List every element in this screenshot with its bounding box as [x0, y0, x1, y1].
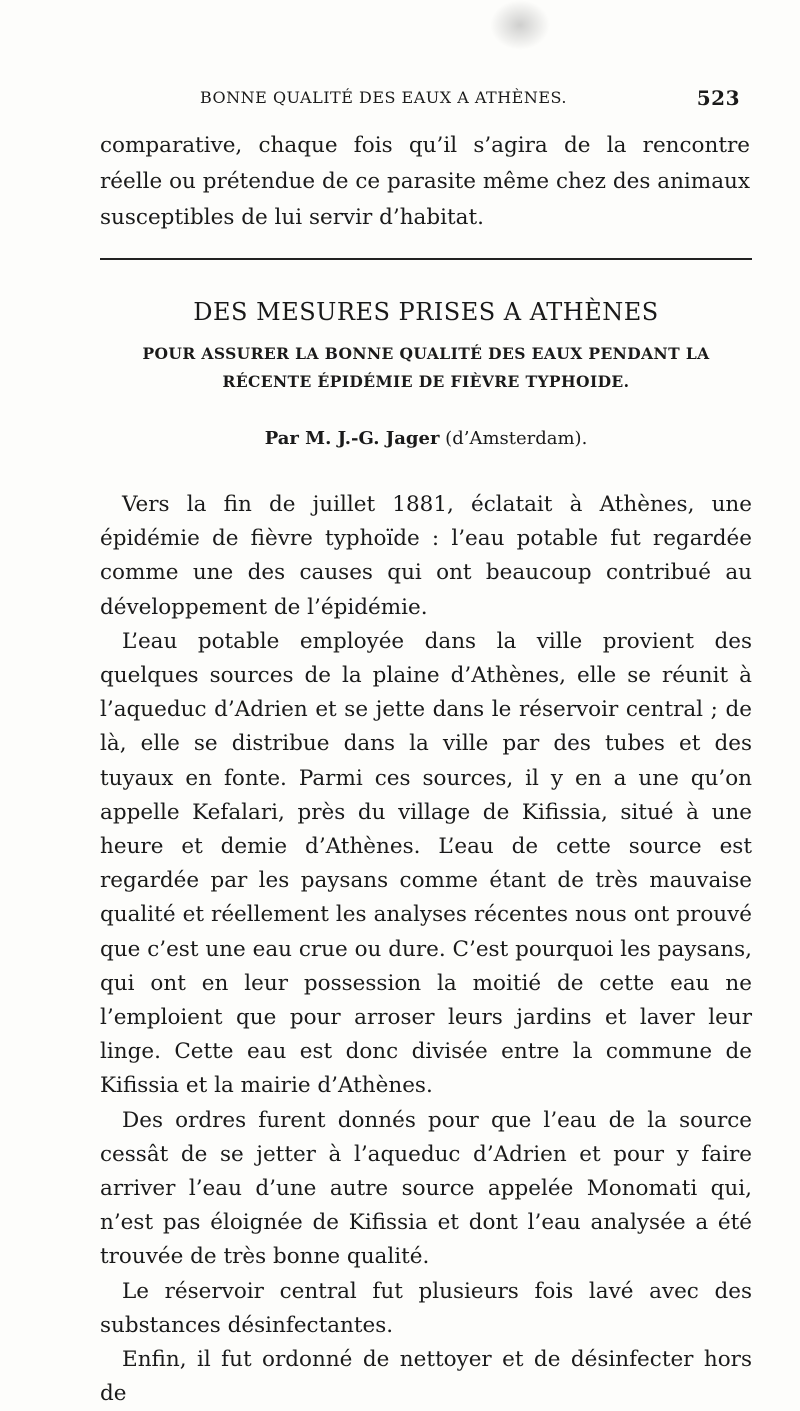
scan-smudge	[490, 0, 550, 50]
paragraph-3: Des ordres furent donnés pour que l’eau de la source cessât de se jetter à l’aqueduc d’Adrien et pour y faire arriver l’eau d’une autre source appelée Monomati qui, n’est pas éloignée de Kifissia et dont l’eau analysée a été trouvée de très bonne qualité.	[100, 1107, 752, 1270]
section-subtitle-line-2: RÉCENTE ÉPIDÉMIE DE FIÈVRE TYPHOIDE.	[222, 372, 630, 391]
byline	[100, 428, 752, 449]
byline-author: Par M. J.-G. Jager	[264, 428, 440, 449]
page-number: 523	[696, 86, 740, 110]
section-subtitle-line-1: POUR ASSURER LA BONNE QUALITÉ DES EAUX PENDANT LA	[142, 344, 710, 363]
paragraph-4: Le réservoir central fut plusieurs fois lavé avec des substances désinfectantes.	[100, 1278, 752, 1338]
paragraph-2: L’eau potable employée dans la ville provient des quelques sources de la plaine d’Athènes, elle se réunit à l’aqueduc d’Adrien et se jette dans le réservoir central ; de là, elle se distribue dans la ville par des tubes et des tuyaux en fonte. Parmi ces sources, il y en a une qu’on appelle Kefalari, près du village de Kifissia, situé à une heure et demie d’Athènes. L’eau de cette source est regardée par les paysans comme étant de très mauvaise qualité et réellement les analyses récentes nous ont prouvé que c’est une eau crue ou dure. C’est pourquoi les paysans, qui ont en leur possession la moitié de cette eau ne l’emploient que pour arroser leurs jardins et laver leur linge. Cette eau est donc divisée entre la commune de Kifissia et la mairie d’Athènes.	[100, 628, 752, 1099]
section-divider	[100, 258, 752, 260]
byline-affiliation: (d’Amsterdam).	[445, 428, 588, 449]
paragraph-1: Vers la fin de juillet 1881, éclatait à Athènes, une épidémie de fièvre typhoïde : l’eau potable fut regardée comme une des causes qui ont beaucoup contribué au développement de l’épidémie.	[100, 492, 752, 620]
article-body	[100, 488, 752, 1411]
carryover-text: comparative, chaque fois qu’il s’agira de la rencontre réelle ou prétendue de ce parasite même chez des animaux susceptibles de lui servir d’habitat.	[100, 133, 750, 230]
paragraph-5: Enfin, il fut ordonné de nettoyer et de désinfecter hors de	[100, 1347, 752, 1407]
section-subtitle	[100, 340, 752, 396]
running-head-title: BONNE QUALITÉ DES EAUX A ATHÈNES.	[200, 88, 568, 107]
carryover-paragraph	[100, 128, 750, 236]
section-title: DES MESURES PRISES A ATHÈNES	[193, 298, 659, 326]
